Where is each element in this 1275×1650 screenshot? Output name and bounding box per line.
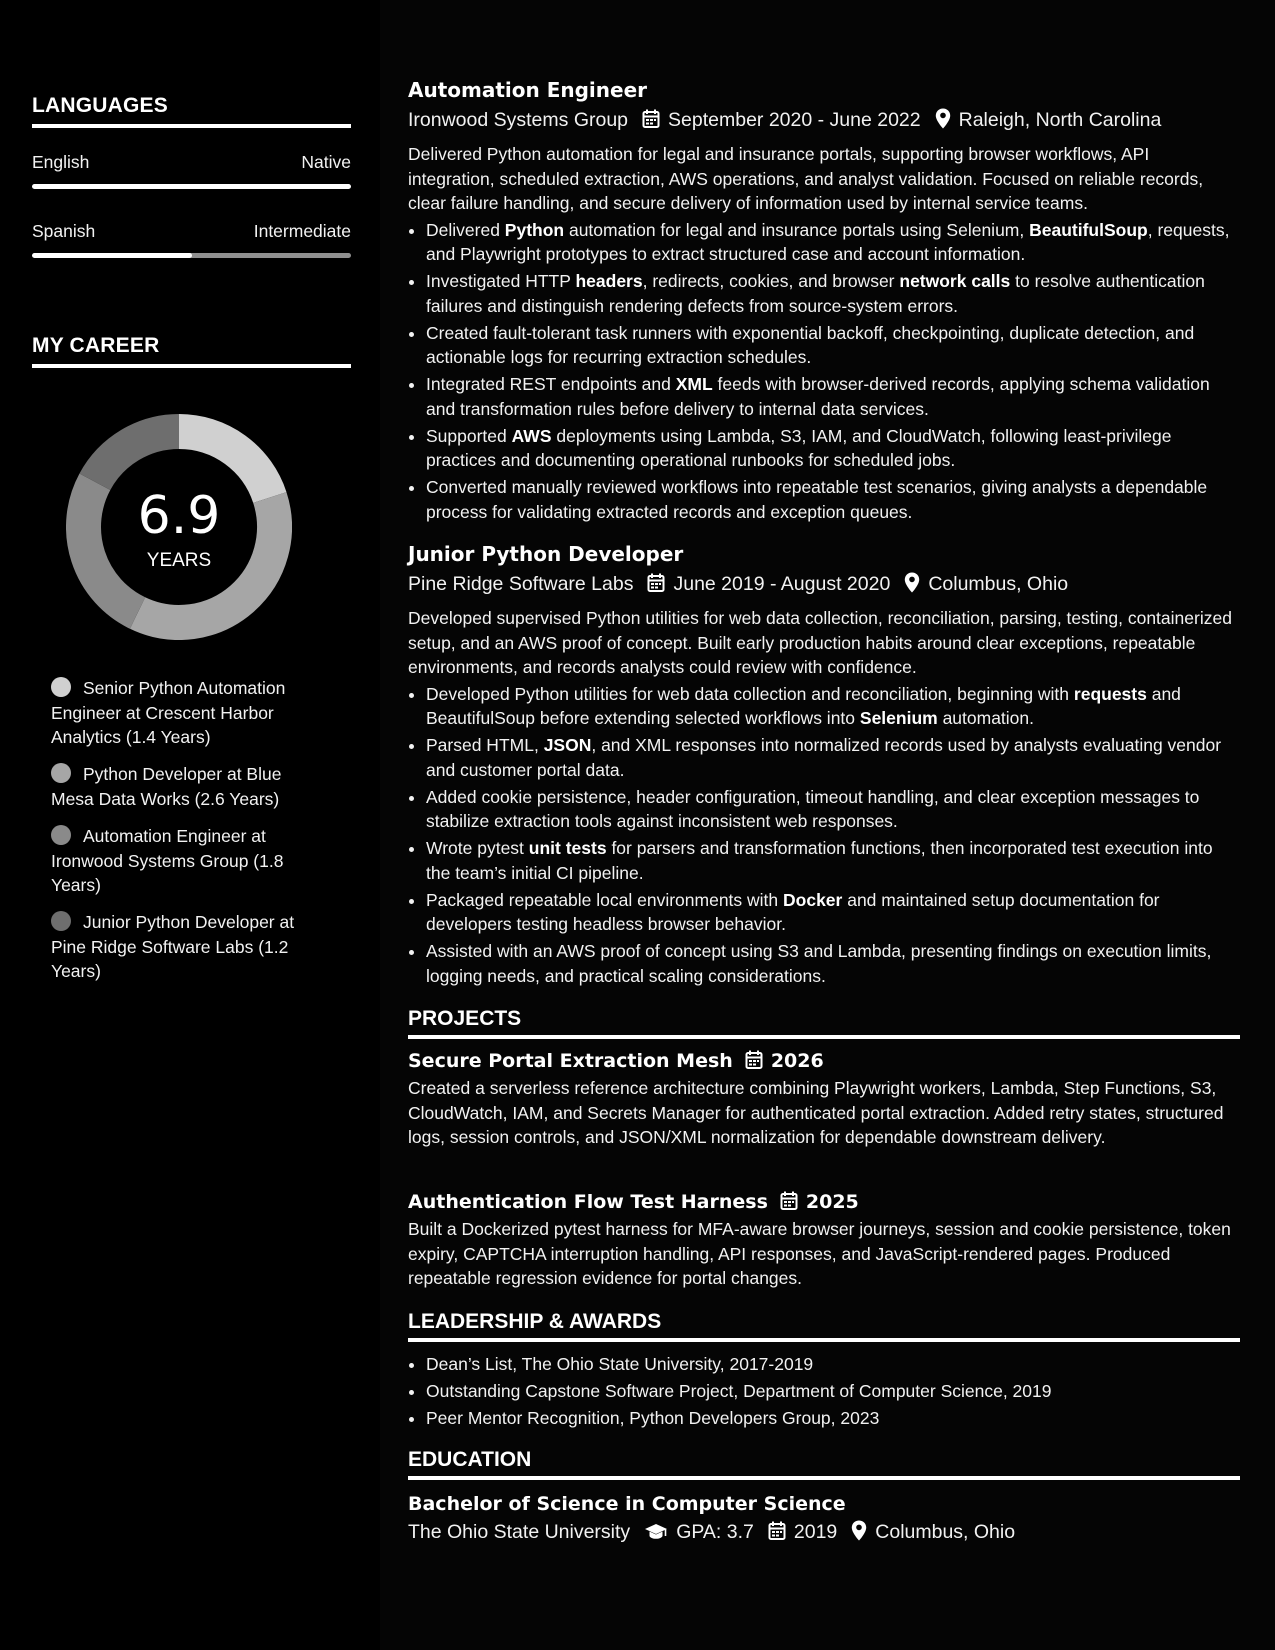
location-pin-icon [851, 1520, 867, 1541]
bullet-item: • Converted manually reviewed workflows into repeatable test scenarios, giving analysts a dependable process for validating extracted records and exception queues. [426, 475, 1240, 524]
bullet-item: • Investigated HTTP headers, redirects, cookies, and browser network calls to resolve authentication failures and distinguish rendering defects from source-system errors. [426, 269, 1240, 318]
career-legend-label: Python Developer at Blue Mesa Data Works (2.6 Years) [51, 764, 282, 809]
career-legend-item [51, 762, 316, 811]
project-year: 2025 [805, 1191, 859, 1213]
sidebar [0, 0, 380, 1650]
project-entry [408, 1050, 1240, 1150]
location-pin-icon [904, 572, 920, 593]
career-legend-item [51, 910, 316, 984]
project-description: Created a serverless reference architecture combining Playwright workers, Lambda, Step Functions, S3, CloudWatch, IAM, and Secrets Manager for authenticated portal extraction. Added retry states, structured logs, session controls, and JSON/XML normalization for dependable downstream delivery. [408, 1078, 1224, 1147]
bullet-item: • Delivered Python automation for legal and insurance portals using Selenium, BeautifulSoup, requests, and Playwright prototypes to extract structured case and account information. [426, 218, 1240, 267]
calendar-icon [768, 1521, 786, 1541]
gpa: GPA: 3.7 [676, 1521, 754, 1543]
job-bullets [408, 218, 1240, 525]
career-legend-label: Junior Python Developer at Pine Ridge Software Labs (1.2 Years) [51, 912, 295, 981]
degree-title: Bachelor of Science in Computer Science [408, 1493, 846, 1515]
company-name: Ironwood Systems Group [408, 109, 629, 131]
legend-dot [51, 825, 71, 845]
job-title: Automation Engineer [408, 78, 648, 102]
bullet-item: • Parsed HTML, JSON, and XML responses into normalized records used by analysts evaluating vendor and customer portal data. [426, 733, 1240, 782]
legend-dot [51, 677, 71, 697]
language-bar-spanish [32, 253, 351, 258]
company-name: Pine Ridge Software Labs [408, 573, 634, 595]
job-meta [408, 108, 1240, 132]
calendar-icon [745, 1050, 763, 1070]
job-summary: Developed supervised Python utilities for web data collection, reconciliation, parsing, testing, containerized setup, and an AWS proof of concept. Built early production habits around clear exceptions, repeatable environments, and records analysts could review with confidence. [408, 608, 1232, 677]
award-item: • Outstanding Capstone Software Project, Department of Computer Science, 2019 [426, 1378, 1240, 1405]
bullet-item: • Integrated REST endpoints and XML feeds with browser-derived records, applying schema validation and transformation rules before delivery to internal data services. [426, 372, 1240, 421]
language-name: English [32, 152, 90, 172]
bullet-item: • Packaged repeatable local environments with Docker and maintained setup documentation for developers testing headless browser behavior. [426, 888, 1240, 937]
job-title: Junior Python Developer [408, 542, 684, 566]
legend-dot [51, 911, 71, 931]
bullet-item: • Developed Python utilities for web data collection and reconciliation, beginning with requests and BeautifulSoup before extending selected workflows into Selenium automation. [426, 682, 1240, 731]
career-legend-label: Automation Engineer at Ironwood Systems Group (1.8 Years) [51, 826, 284, 895]
language-name: Spanish [32, 221, 96, 241]
language-bar-fill [32, 253, 192, 258]
career-legend-item [51, 676, 316, 750]
education-meta [408, 1520, 1240, 1544]
language-bar-fill [32, 184, 351, 189]
education-heading: EDUCATION [408, 1448, 1240, 1480]
awards-heading: LEADERSHIP & AWARDS [408, 1310, 1240, 1342]
language-level: Native [301, 152, 351, 172]
job-meta [408, 572, 1240, 596]
job-location: Columbus, Ohio [928, 573, 1069, 595]
award-item: • Dean’s List, The Ohio State University, 2017-2019 [426, 1351, 1240, 1378]
bullet-item: • Supported AWS deployments using Lambda, S3, IAM, and CloudWatch, following least-privilege practices and documenting operational runbooks for scheduled jobs. [426, 424, 1240, 473]
award-item: • Peer Mentor Recognition, Python Developers Group, 2023 [426, 1405, 1240, 1432]
projects-heading: PROJECTS [408, 1007, 1240, 1039]
project-title-row [408, 1050, 1240, 1072]
career-total-unit: YEARS [146, 550, 212, 571]
experience-entry [408, 78, 1240, 527]
calendar-icon [780, 1191, 798, 1211]
project-year: 2026 [770, 1050, 824, 1072]
bullet-item: • Created fault-tolerant task runners with exponential backoff, checkpointing, duplicate detection, and actionable logs for recurring extraction schedules. [426, 321, 1240, 370]
language-bar-english [32, 184, 351, 189]
career-total [66, 414, 292, 640]
project-entry [408, 1191, 1240, 1291]
education-location: Columbus, Ohio [875, 1521, 1016, 1543]
legend-dot [51, 763, 71, 783]
job-bullets [408, 682, 1240, 989]
graduation-cap-icon [644, 1523, 668, 1541]
experience-entry [408, 542, 1240, 991]
graduation-year: 2019 [793, 1521, 838, 1543]
calendar-icon [647, 573, 665, 593]
project-title: Secure Portal Extraction Mesh [408, 1050, 733, 1072]
project-title-row [408, 1191, 1240, 1213]
job-dates: September 2020 - June 2022 [668, 109, 921, 131]
job-location: Raleigh, North Carolina [958, 109, 1162, 131]
education-entry [408, 1493, 1240, 1544]
career-total-value: 6.9 [137, 486, 221, 546]
career-heading: MY CAREER [32, 334, 351, 368]
project-title: Authentication Flow Test Harness [408, 1191, 768, 1213]
job-dates: June 2019 - August 2020 [673, 573, 891, 595]
awards-list [408, 1351, 1240, 1432]
career-legend-label: Senior Python Automation Engineer at Crescent Harbor Analytics (1.4 Years) [51, 678, 286, 747]
bullet-item: • Added cookie persistence, header configuration, timeout handling, and clear exception messages to stabilize extraction tools against inconsistent web responses. [426, 785, 1240, 834]
bullet-item: • Wrote pytest unit tests for parsers and transformation functions, then incorporated test execution into the team’s initial CI pipeline. [426, 836, 1240, 885]
bullet-item: • Assisted with an AWS proof of concept using S3 and Lambda, presenting findings on execution limits, logging needs, and practical scaling considerations. [426, 939, 1240, 988]
job-summary: Delivered Python automation for legal and insurance portals, supporting browser workflows, API integration, scheduled extraction, AWS operations, and analyst validation. Focused on reliable records, clear failure handling, and secure delivery of information used by internal service teams. [408, 144, 1204, 213]
project-description: Built a Dockerized pytest harness for MFA-aware browser journeys, session and cookie persistence, token expiry, CAPTCHA interruption handling, API responses, and JavaScript-rendered pages. Produced repeatable regression evidence for portal changes. [408, 1219, 1231, 1288]
calendar-icon [642, 109, 660, 129]
awards-block [408, 1351, 1240, 1432]
career-legend-item [51, 824, 316, 898]
language-level: Intermediate [253, 221, 351, 241]
school-name: The Ohio State University [408, 1521, 631, 1543]
languages-heading: LANGUAGES [32, 94, 351, 128]
location-pin-icon [935, 108, 951, 129]
